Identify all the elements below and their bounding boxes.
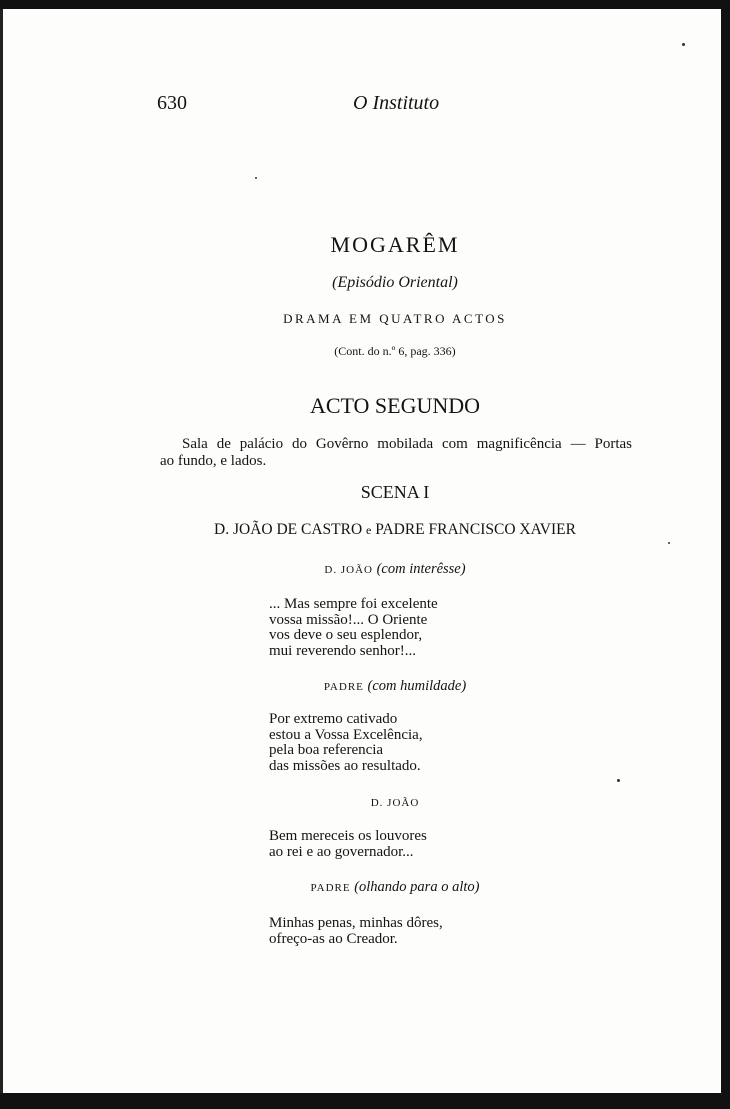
act-title: ACTO SEGUNDO [309,393,481,418]
continuation-note: (Cont. do n.º 6, pag. 336) [334,344,456,358]
stage-direction-line: ao fundo, e lados. [160,453,267,469]
speaker-name: D. JOÃO [324,564,373,576]
verse-block [269,829,427,860]
play-genre: DRAMA EM QUATRO ACTOS [283,311,507,326]
scan-border-top [0,0,730,9]
speaker-heading [0,561,730,578]
speaker-heading [0,678,730,695]
character-name: PADRE FRANCISCO XAVIER [375,521,576,538]
play-title: MOGARÊM [330,232,460,257]
scan-border-bottom [0,1093,730,1109]
speaker-heading [0,794,730,811]
play-subtitle: (Episódio Oriental) [332,274,458,291]
verse-line: das missões ao resultado. [269,757,421,774]
verse-line: mui reverendo senhor!... [269,642,417,659]
verse-line: pela boa referencia [269,742,384,758]
running-title: O Instituto [353,92,440,114]
stage-direction-line: Sala de palácio do Govêrno mobilada com magnificência — Portas [182,436,632,452]
conjunction: e [366,523,372,537]
scan-speck [682,43,685,46]
stage-aside: (olhando para o alto) [354,879,480,895]
scene-characters [0,521,730,539]
verse-block [269,597,438,659]
verse-block [269,916,443,947]
verse-line: Minhas penas, minhas dôres, [269,915,443,931]
verse-line: Por extremo cativado [269,711,398,727]
scan-speck [668,542,670,544]
verse-block [269,712,423,774]
stage-aside: (com humildade) [367,678,467,694]
character-name: D. JOÃO DE CASTRO [214,521,363,538]
verse-line: Bem mereceis os louvores [269,828,427,844]
scan-border-right [721,0,730,1109]
speaker-name: PADRE [310,882,351,894]
stage-direction [160,436,632,470]
page-number: 630 [157,92,187,114]
scan-speck [617,779,620,782]
scan-speck [255,177,257,179]
verse-line: ... Mas sempre foi excelente [269,596,438,612]
scene-title: SCENA I [360,482,430,502]
stage-aside: (com interêsse) [376,561,466,577]
speaker-name: D. JOÃO [370,797,420,809]
verse-line: ao rei e ao governador... [269,843,414,860]
speaker-heading [0,879,730,896]
verse-line: ofreço-as ao Creador. [269,930,398,947]
verse-line: vos deve o seu esplendor, [269,627,423,643]
verse-line: estou a Vossa Excelência, [269,726,423,743]
verse-line: vossa missão!... O Oriente [269,611,428,628]
speaker-name: PADRE [323,681,364,693]
